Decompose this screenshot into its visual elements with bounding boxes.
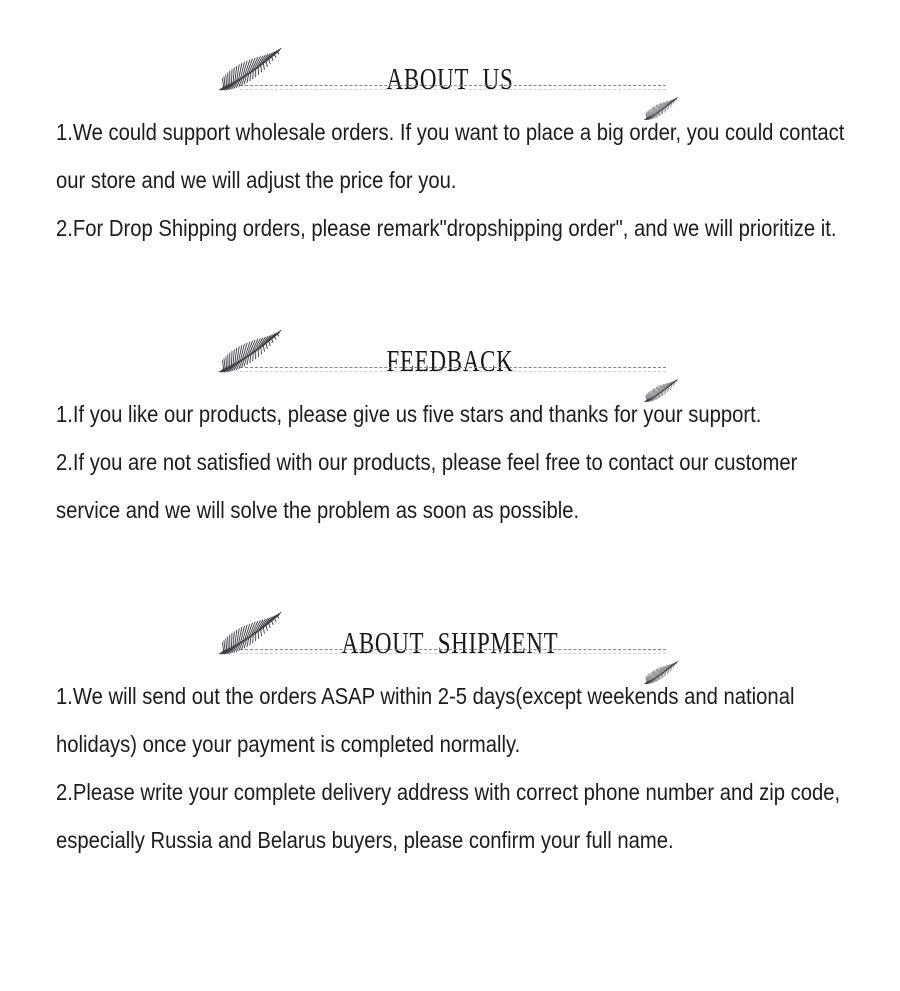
section-header — [0, 40, 900, 96]
policy-paragraph: 2.If you are not satisfied with our products, please feel free to contact our customer service and we will solve the problem as soon as possible. — [56, 449, 798, 523]
section-body — [0, 390, 900, 534]
policy-paragraph: 1.We will send out the orders ASAP within 2-5 days(except weekends and national holidays) once your payment is completed normally. — [56, 683, 795, 757]
policy-paragraph: 2.Please write your complete delivery address with correct phone number and zip code, especially Russia and Belarus buyers, please confirm your full name. — [56, 779, 841, 853]
section-body — [0, 672, 900, 864]
dashed-divider — [240, 367, 666, 372]
section-title: ABOUT SHIPMENT — [341, 625, 559, 660]
section-about-us — [0, 40, 900, 252]
dashed-divider — [240, 85, 666, 90]
policy-paragraph: 1.If you like our products, please give us five stars and thanks for your support. — [56, 401, 762, 427]
section-title: ABOUT US — [386, 61, 514, 96]
section-about-shipment — [0, 604, 900, 864]
section-title: FEEDBACK — [386, 343, 514, 378]
section-feedback — [0, 322, 900, 534]
policy-paragraph: 2.For Drop Shipping orders, please remark"dropshipping order", and we will prioritize it. — [56, 215, 837, 241]
dashed-divider — [240, 649, 666, 654]
section-body — [0, 108, 900, 252]
policy-paragraph: 1.We could support wholesale orders. If you want to place a big order, you could contact our store and we will adjust the price for you. — [56, 119, 845, 193]
section-header — [0, 322, 900, 378]
section-header — [0, 604, 900, 660]
